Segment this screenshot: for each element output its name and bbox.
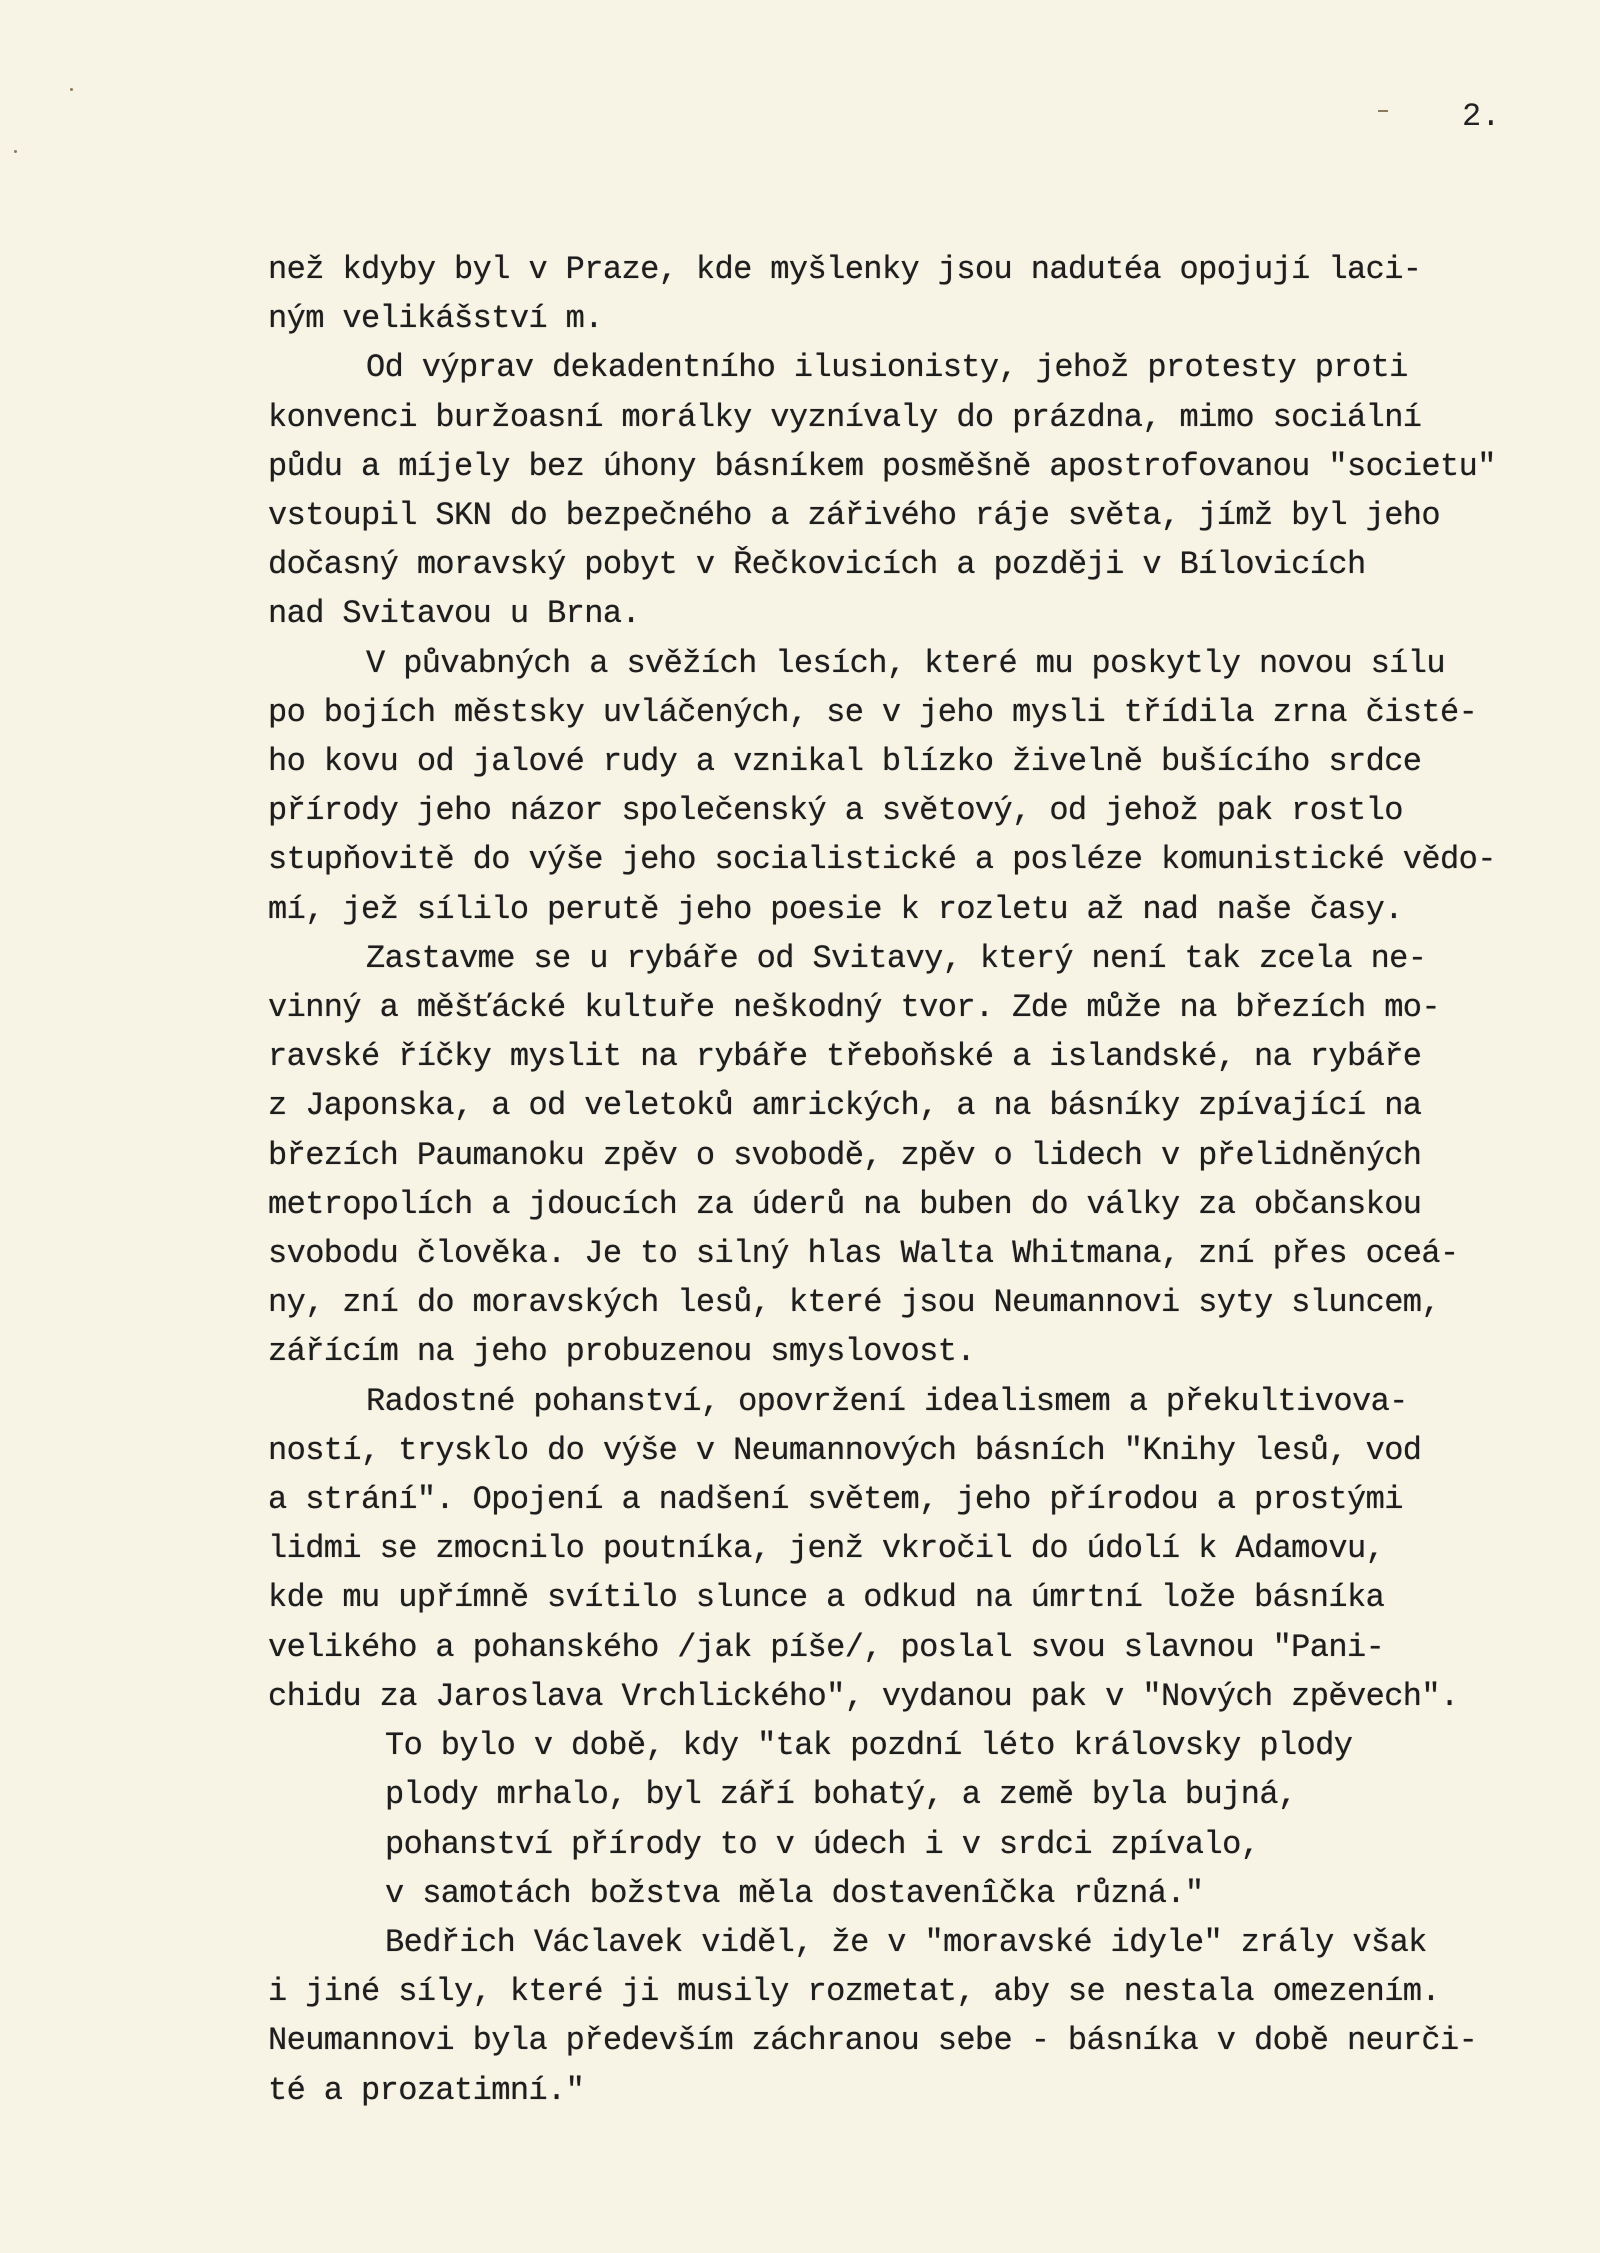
text-line: ným velikášství m.	[268, 300, 603, 338]
quoted-verse-line: plody mrhalo, byl září bohatý, a země byla bujná,	[385, 1776, 1297, 1814]
text-line: a strání". Opojení a nadšení světem, jeho přírodou a prostými	[268, 1481, 1403, 1519]
text-line: lidmi se zmocnilo poutníka, jenž vkročil do údolí k Adamovu,	[268, 1530, 1385, 1568]
text-line: přírody jeho názor společenský a světový, od jehož pak rostlo	[268, 792, 1403, 830]
text-line: ny, zní do moravských lesů, které jsou Neumannovi syty sluncem,	[268, 1284, 1440, 1322]
paragraph-start-line: Radostné pohanství, opovržení idealismem a překultivova-	[366, 1382, 1408, 1420]
text-line: velikého a pohanského /jak píše/, poslal svou slavnou "Pani-	[268, 1628, 1385, 1666]
paper-speck	[14, 150, 17, 153]
paper-speck	[1378, 110, 1388, 112]
text-line: z Japonska, a od veletoků amrických, a na básníky zpívající na	[268, 1087, 1422, 1125]
text-line: svobodu člověka. Je to silný hlas Walta Whitmana, zní přes oceá-	[268, 1235, 1459, 1273]
text-line: nad Svitavou u Brna.	[268, 595, 641, 633]
quoted-verse-line: pohanství přírody to v údech i v srdci zpívalo,	[385, 1825, 1260, 1863]
text-line: než kdyby byl v Praze, kde myšlenky jsou nadutéa opojují laci-	[268, 251, 1422, 288]
paragraph-start-line: Bedřich Václavek viděl, že v "moravské idyle" zrály však	[385, 1923, 1427, 1961]
text-line: té a prozatimní."	[268, 2071, 585, 2109]
text-line: kde mu upřímně svítilo slunce a odkud na úmrtní lože básníka	[268, 1579, 1385, 1617]
paper-speck	[70, 88, 73, 91]
text-line: březích Paumanoku zpěv o svobodě, zpěv o lidech v přelidněných	[268, 1136, 1422, 1174]
text-line: vinný a měšťácké kultuře neškodný tvor. Zde může na březích mo-	[268, 989, 1440, 1027]
paragraph-start-line: V půvabných a svěžích lesích, které mu poskytly novou sílu	[366, 644, 1445, 682]
text-line: konvenci buržoasní morálky vyznívaly do prázdna, mimo sociální	[268, 398, 1422, 436]
text-line: stupňovitě do výše jeho socialistické a posléze komunistické vědo-	[268, 841, 1496, 879]
text-line: Neumannovi byla především záchranou sebe - básníka v době neurči-	[268, 2022, 1478, 2060]
text-line: i jiné síly, které ji musily rozmetat, aby se nestala omezením.	[268, 1973, 1440, 2011]
quoted-verse-line: v samotách božstva měla dostavenîčka různá."	[385, 1874, 1204, 1912]
text-line: vstoupil SKN do bezpečného a zářivého ráje světa, jímž byl jeho	[268, 497, 1440, 535]
page-number: 2.	[1462, 98, 1501, 135]
quoted-verse-line: To bylo v době, kdy "tak pozdní léto královsky plody	[385, 1727, 1353, 1765]
text-line: mí, jež sílilo perutě jeho poesie k rozletu až nad naše časy.	[268, 890, 1403, 928]
text-line: ho kovu od jalové rudy a vznikal blízko živelně bušícího srdce	[268, 743, 1422, 781]
text-line: ravské říčky myslit na rybáře třeboňské a islandské, na rybáře	[268, 1038, 1422, 1076]
text-line: ností, trysklo do výše v Neumannových básních "Knihy lesů, vod	[268, 1431, 1422, 1469]
text-line: chidu za Jaroslava Vrchlického", vydanou pak v "Nových zpěvech".	[268, 1677, 1459, 1715]
text-line: dočasný moravský pobyt v Řečkovicích a později v Bílovicích	[268, 546, 1366, 584]
text-line: půdu a míjely bez úhony básníkem posměšně apostrofovanou "societu"	[268, 447, 1496, 485]
paragraph-start-line: Zastavme se u rybáře od Svitavy, který není tak zcela ne-	[366, 939, 1427, 977]
text-line: metropolích a jdoucích za úderů na buben do války za občanskou	[268, 1185, 1422, 1223]
text-line: zářícím na jeho probuzenou smyslovost.	[268, 1333, 975, 1371]
paragraph-start-line: Od výprav dekadentního ilusionisty, jehož protesty proti	[366, 349, 1408, 387]
document-body	[268, 245, 1588, 2115]
text-line: po bojích městsky uvláčených, se v jeho mysli třídila zrna čisté-	[268, 693, 1478, 731]
